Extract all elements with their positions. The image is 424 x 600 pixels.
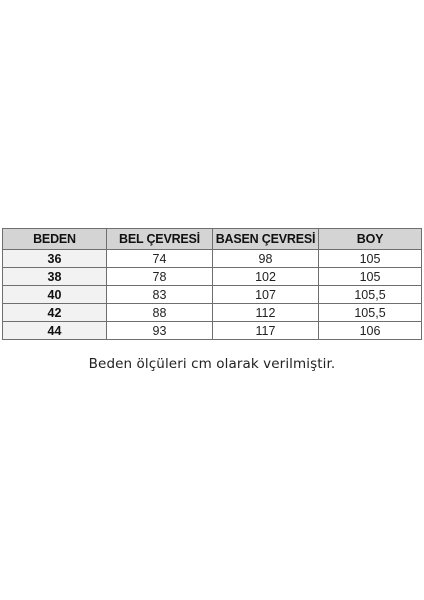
hip-cell: 112 [213,304,319,322]
length-cell: 105 [319,250,422,268]
waist-cell: 74 [107,250,213,268]
waist-cell: 88 [107,304,213,322]
size-chart-body [3,250,422,340]
size-cell: 40 [3,286,107,304]
waist-cell: 93 [107,322,213,340]
table-row [3,268,422,286]
size-chart-table [2,228,422,340]
table-row [3,250,422,268]
length-cell: 105 [319,268,422,286]
table-row [3,322,422,340]
header-waist: BEL ÇEVRESİ [107,229,213,250]
hip-cell: 98 [213,250,319,268]
header-size: BEDEN [3,229,107,250]
size-cell: 42 [3,304,107,322]
length-cell: 105,5 [319,304,422,322]
hip-cell: 102 [213,268,319,286]
header-length: BOY [319,229,422,250]
size-chart-header [3,229,422,250]
table-row [3,286,422,304]
table-row [3,304,422,322]
hip-cell: 107 [213,286,319,304]
waist-cell: 83 [107,286,213,304]
measurement-note: Beden ölçüleri cm olarak verilmiştir. [88,356,336,372]
length-cell: 105,5 [319,286,422,304]
header-hip: BASEN ÇEVRESİ [213,229,319,250]
size-cell: 38 [3,268,107,286]
header-row [3,229,422,250]
hip-cell: 117 [213,322,319,340]
waist-cell: 78 [107,268,213,286]
length-cell: 106 [319,322,422,340]
size-cell: 44 [3,322,107,340]
size-cell: 36 [3,250,107,268]
